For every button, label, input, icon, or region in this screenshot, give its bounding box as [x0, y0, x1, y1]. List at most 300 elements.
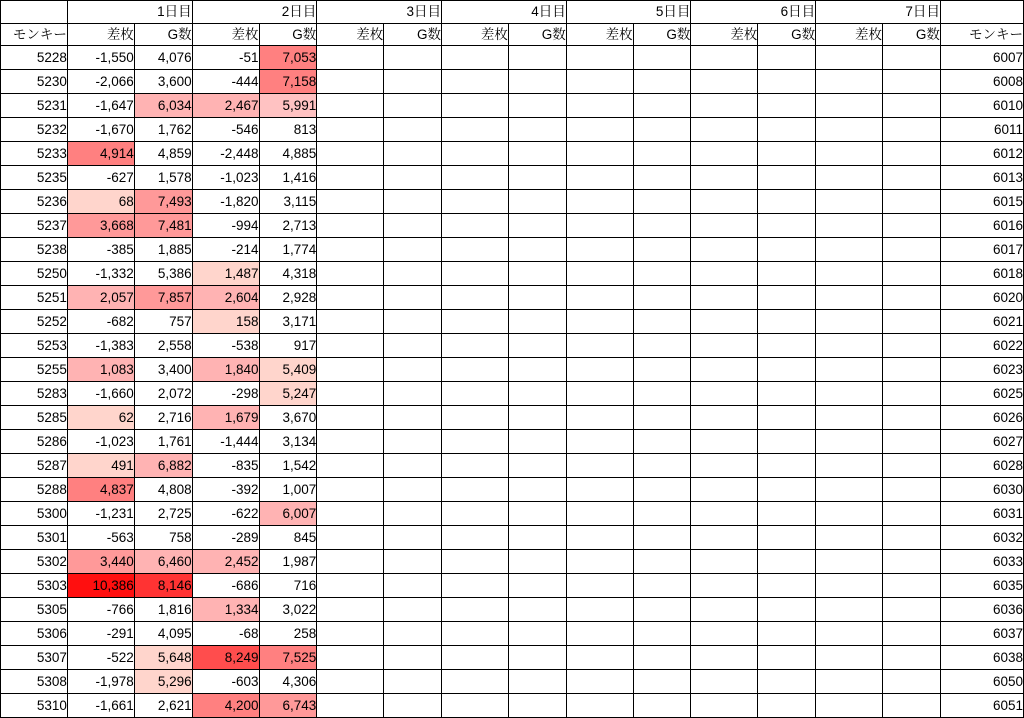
cell-empty: [691, 358, 758, 382]
cell-empty: [691, 334, 758, 358]
cell-empty: [691, 262, 758, 286]
cell-empty: [442, 238, 509, 262]
cell-empty: [633, 94, 691, 118]
cell-empty: [508, 286, 566, 310]
cell-empty: [566, 214, 633, 238]
cell-empty: [566, 118, 633, 142]
cell-empty: [691, 454, 758, 478]
cell-empty: [508, 334, 566, 358]
cell-games: 3,115: [259, 190, 317, 214]
cell-empty: [758, 94, 816, 118]
cell-empty: [816, 310, 883, 334]
cell-empty: [384, 94, 442, 118]
cell-diff: 3,440: [67, 550, 134, 574]
cell-empty: [442, 526, 509, 550]
cell-empty: [442, 142, 509, 166]
cell-empty: [633, 190, 691, 214]
cell-empty: [633, 694, 691, 718]
row-monkey-id-left: 5228: [1, 46, 68, 70]
cell-games: 2,713: [259, 214, 317, 238]
cell-empty: [883, 334, 941, 358]
table-row: [1, 190, 1024, 214]
cell-empty: [566, 478, 633, 502]
cell-empty: [508, 574, 566, 598]
cell-empty: [508, 70, 566, 94]
cell-games: 2,928: [259, 286, 317, 310]
header-games-7: G数: [883, 24, 941, 46]
cell-empty: [508, 502, 566, 526]
row-monkey-id-right: 6016: [940, 214, 1023, 238]
cell-empty: [442, 46, 509, 70]
cell-games: 7,158: [259, 70, 317, 94]
table-row: [1, 598, 1024, 622]
cell-empty: [758, 574, 816, 598]
cell-empty: [508, 550, 566, 574]
cell-games: 716: [259, 574, 317, 598]
cell-empty: [384, 670, 442, 694]
cell-empty: [883, 646, 941, 670]
cell-diff: 2,057: [67, 286, 134, 310]
cell-empty: [691, 70, 758, 94]
cell-empty: [816, 550, 883, 574]
cell-empty: [691, 550, 758, 574]
cell-empty: [758, 190, 816, 214]
table-row: [1, 358, 1024, 382]
cell-empty: [758, 142, 816, 166]
cell-empty: [442, 166, 509, 190]
cell-empty: [442, 70, 509, 94]
table-row: [1, 550, 1024, 574]
cell-games: 1,416: [259, 166, 317, 190]
cell-empty: [566, 310, 633, 334]
cell-diff: -392: [192, 478, 259, 502]
cell-empty: [508, 382, 566, 406]
cell-empty: [317, 382, 384, 406]
cell-empty: [691, 118, 758, 142]
cell-empty: [758, 166, 816, 190]
cell-empty: [317, 46, 384, 70]
cell-games: 2,621: [134, 694, 192, 718]
cell-empty: [691, 670, 758, 694]
cell-empty: [442, 622, 509, 646]
cell-empty: [633, 598, 691, 622]
cell-games: 1,762: [134, 118, 192, 142]
cell-games: 8,146: [134, 574, 192, 598]
cell-empty: [758, 46, 816, 70]
cell-empty: [816, 118, 883, 142]
cell-diff: -538: [192, 334, 259, 358]
row-monkey-id-left: 5308: [1, 670, 68, 694]
cell-empty: [508, 406, 566, 430]
cell-empty: [317, 118, 384, 142]
cell-empty: [384, 118, 442, 142]
cell-empty: [758, 646, 816, 670]
cell-empty: [508, 238, 566, 262]
cell-diff: -2,448: [192, 142, 259, 166]
cell-diff: -682: [67, 310, 134, 334]
cell-diff: -1,661: [67, 694, 134, 718]
cell-empty: [317, 550, 384, 574]
cell-empty: [816, 406, 883, 430]
cell-games: 5,409: [259, 358, 317, 382]
cell-games: 7,525: [259, 646, 317, 670]
cell-empty: [883, 214, 941, 238]
cell-empty: [816, 694, 883, 718]
cell-empty: [883, 406, 941, 430]
cell-empty: [508, 694, 566, 718]
cell-diff: 1,840: [192, 358, 259, 382]
row-monkey-id-right: 6023: [940, 358, 1023, 382]
cell-empty: [883, 382, 941, 406]
cell-empty: [883, 670, 941, 694]
cell-empty: [633, 478, 691, 502]
cell-games: 3,670: [259, 406, 317, 430]
cell-empty: [508, 214, 566, 238]
cell-games: 4,808: [134, 478, 192, 502]
cell-empty: [317, 238, 384, 262]
cell-empty: [317, 166, 384, 190]
cell-games: 1,816: [134, 598, 192, 622]
cell-diff: -603: [192, 670, 259, 694]
cell-empty: [442, 646, 509, 670]
cell-diff: -686: [192, 574, 259, 598]
row-monkey-id-left: 5287: [1, 454, 68, 478]
row-monkey-id-right: 6021: [940, 310, 1023, 334]
cell-empty: [566, 142, 633, 166]
cell-empty: [758, 286, 816, 310]
cell-games: 1,774: [259, 238, 317, 262]
cell-empty: [508, 598, 566, 622]
cell-empty: [508, 118, 566, 142]
cell-diff: 4,914: [67, 142, 134, 166]
header-games-4: G数: [508, 24, 566, 46]
cell-empty: [883, 574, 941, 598]
table-row: [1, 286, 1024, 310]
header-diff-3: 差枚: [317, 24, 384, 46]
header-games-6: G数: [758, 24, 816, 46]
table-row: [1, 622, 1024, 646]
cell-empty: [633, 118, 691, 142]
row-monkey-id-right: 6011: [940, 118, 1023, 142]
cell-empty: [317, 286, 384, 310]
cell-games: 3,400: [134, 358, 192, 382]
row-monkey-id-left: 5251: [1, 286, 68, 310]
cell-empty: [566, 430, 633, 454]
cell-empty: [883, 310, 941, 334]
table-row: [1, 454, 1024, 478]
cell-empty: [442, 94, 509, 118]
table-row: [1, 406, 1024, 430]
cell-empty: [883, 262, 941, 286]
cell-games: 757: [134, 310, 192, 334]
cell-diff: -1,660: [67, 382, 134, 406]
cell-diff: 158: [192, 310, 259, 334]
cell-diff: -444: [192, 70, 259, 94]
row-monkey-id-right: 6036: [940, 598, 1023, 622]
cell-diff: -298: [192, 382, 259, 406]
cell-empty: [633, 550, 691, 574]
cell-empty: [442, 454, 509, 478]
cell-empty: [442, 190, 509, 214]
header-day-6: 6日目: [691, 1, 816, 24]
row-monkey-id-right: 6051: [940, 694, 1023, 718]
table-row: [1, 670, 1024, 694]
row-monkey-id-left: 5237: [1, 214, 68, 238]
cell-empty: [633, 526, 691, 550]
cell-games: 758: [134, 526, 192, 550]
cell-empty: [758, 502, 816, 526]
cell-empty: [384, 262, 442, 286]
cell-empty: [758, 238, 816, 262]
cell-empty: [633, 214, 691, 238]
cell-diff: -1,647: [67, 94, 134, 118]
cell-empty: [566, 622, 633, 646]
cell-games: 2,725: [134, 502, 192, 526]
header-games-2: G数: [259, 24, 317, 46]
header-day-5: 5日目: [566, 1, 691, 24]
cell-empty: [758, 670, 816, 694]
cell-empty: [384, 358, 442, 382]
cell-empty: [816, 502, 883, 526]
cell-empty: [633, 382, 691, 406]
cell-games: 2,716: [134, 406, 192, 430]
cell-empty: [442, 406, 509, 430]
header-corner-top-left: [1, 1, 68, 24]
cell-empty: [508, 670, 566, 694]
cell-empty: [691, 166, 758, 190]
cell-diff: -994: [192, 214, 259, 238]
cell-diff: 1,487: [192, 262, 259, 286]
cell-empty: [883, 550, 941, 574]
cell-games: 2,558: [134, 334, 192, 358]
cell-games: 1,761: [134, 430, 192, 454]
cell-empty: [508, 94, 566, 118]
cell-empty: [691, 406, 758, 430]
cell-empty: [508, 454, 566, 478]
cell-empty: [758, 694, 816, 718]
cell-empty: [317, 478, 384, 502]
cell-empty: [758, 406, 816, 430]
cell-empty: [508, 166, 566, 190]
cell-empty: [816, 598, 883, 622]
row-monkey-id-left: 5305: [1, 598, 68, 622]
cell-diff: -1,023: [67, 430, 134, 454]
cell-empty: [758, 118, 816, 142]
cell-empty: [384, 190, 442, 214]
cell-games: 3,134: [259, 430, 317, 454]
cell-empty: [691, 526, 758, 550]
header-games-3: G数: [384, 24, 442, 46]
cell-empty: [384, 286, 442, 310]
cell-empty: [384, 646, 442, 670]
cell-empty: [691, 190, 758, 214]
row-monkey-id-left: 5238: [1, 238, 68, 262]
cell-empty: [442, 598, 509, 622]
cell-games: 7,493: [134, 190, 192, 214]
cell-games: 1,987: [259, 550, 317, 574]
cell-diff: -1,670: [67, 118, 134, 142]
cell-games: 917: [259, 334, 317, 358]
cell-games: 4,076: [134, 46, 192, 70]
cell-games: 3,022: [259, 598, 317, 622]
cell-empty: [566, 46, 633, 70]
cell-diff: -1,978: [67, 670, 134, 694]
cell-empty: [384, 406, 442, 430]
row-monkey-id-left: 5306: [1, 622, 68, 646]
cell-empty: [384, 382, 442, 406]
cell-empty: [633, 502, 691, 526]
cell-empty: [442, 670, 509, 694]
row-monkey-id-right: 6038: [940, 646, 1023, 670]
cell-diff: 491: [67, 454, 134, 478]
header-row-days: [1, 1, 1024, 24]
cell-empty: [633, 142, 691, 166]
cell-empty: [691, 598, 758, 622]
cell-empty: [442, 358, 509, 382]
cell-games: 813: [259, 118, 317, 142]
cell-games: 3,171: [259, 310, 317, 334]
cell-empty: [508, 622, 566, 646]
row-monkey-id-left: 5300: [1, 502, 68, 526]
cell-empty: [508, 142, 566, 166]
cell-diff: -546: [192, 118, 259, 142]
cell-empty: [691, 478, 758, 502]
table-row: [1, 214, 1024, 238]
table-row: [1, 310, 1024, 334]
cell-empty: [758, 70, 816, 94]
cell-games: 6,034: [134, 94, 192, 118]
cell-empty: [883, 286, 941, 310]
cell-empty: [633, 334, 691, 358]
cell-empty: [883, 142, 941, 166]
cell-empty: [508, 46, 566, 70]
row-monkey-id-right: 6007: [940, 46, 1023, 70]
header-day-3: 3日目: [317, 1, 442, 24]
cell-empty: [633, 622, 691, 646]
cell-diff: 4,837: [67, 478, 134, 502]
cell-empty: [883, 622, 941, 646]
cell-empty: [566, 190, 633, 214]
cell-empty: [758, 262, 816, 286]
table-row: [1, 478, 1024, 502]
cell-empty: [566, 358, 633, 382]
cell-empty: [816, 574, 883, 598]
cell-empty: [633, 406, 691, 430]
row-monkey-id-left: 5233: [1, 142, 68, 166]
table-header: [1, 1, 1024, 46]
cell-games: 7,053: [259, 46, 317, 70]
table-row: [1, 70, 1024, 94]
cell-empty: [691, 142, 758, 166]
cell-empty: [566, 406, 633, 430]
cell-diff: -51: [192, 46, 259, 70]
table-row: [1, 142, 1024, 166]
cell-empty: [317, 310, 384, 334]
cell-empty: [758, 214, 816, 238]
cell-diff: 1,083: [67, 358, 134, 382]
cell-empty: [566, 694, 633, 718]
cell-empty: [508, 190, 566, 214]
header-diff-2: 差枚: [192, 24, 259, 46]
cell-empty: [317, 358, 384, 382]
cell-empty: [633, 646, 691, 670]
cell-empty: [317, 526, 384, 550]
cell-diff: 1,679: [192, 406, 259, 430]
cell-empty: [566, 334, 633, 358]
cell-empty: [566, 262, 633, 286]
cell-empty: [758, 334, 816, 358]
cell-empty: [883, 478, 941, 502]
cell-empty: [442, 502, 509, 526]
header-monkey-left: モンキー: [1, 24, 68, 46]
cell-empty: [883, 118, 941, 142]
cell-empty: [442, 286, 509, 310]
cell-empty: [633, 358, 691, 382]
row-monkey-id-right: 6028: [940, 454, 1023, 478]
cell-empty: [691, 694, 758, 718]
cell-empty: [442, 430, 509, 454]
table-row: [1, 526, 1024, 550]
cell-empty: [384, 310, 442, 334]
cell-empty: [317, 694, 384, 718]
cell-games: 4,885: [259, 142, 317, 166]
row-monkey-id-left: 5303: [1, 574, 68, 598]
cell-diff: -1,023: [192, 166, 259, 190]
cell-empty: [883, 598, 941, 622]
row-monkey-id-right: 6018: [940, 262, 1023, 286]
cell-empty: [691, 286, 758, 310]
cell-empty: [384, 574, 442, 598]
cell-empty: [566, 382, 633, 406]
row-monkey-id-right: 6008: [940, 70, 1023, 94]
row-monkey-id-right: 6020: [940, 286, 1023, 310]
cell-empty: [633, 574, 691, 598]
header-day-1: 1日目: [67, 1, 192, 24]
cell-empty: [317, 142, 384, 166]
cell-empty: [633, 166, 691, 190]
cell-games: 1,542: [259, 454, 317, 478]
cell-empty: [633, 430, 691, 454]
table-row: [1, 46, 1024, 70]
row-monkey-id-right: 6037: [940, 622, 1023, 646]
row-monkey-id-left: 5285: [1, 406, 68, 430]
cell-empty: [691, 574, 758, 598]
cell-empty: [384, 694, 442, 718]
table-row: [1, 574, 1024, 598]
row-monkey-id-right: 6017: [940, 238, 1023, 262]
cell-empty: [691, 238, 758, 262]
cell-empty: [384, 454, 442, 478]
cell-diff: -68: [192, 622, 259, 646]
cell-empty: [442, 478, 509, 502]
cell-empty: [317, 70, 384, 94]
header-diff-6: 差枚: [691, 24, 758, 46]
cell-empty: [317, 406, 384, 430]
cell-empty: [384, 46, 442, 70]
header-diff-4: 差枚: [442, 24, 509, 46]
cell-games: 4,306: [259, 670, 317, 694]
cell-empty: [384, 142, 442, 166]
cell-empty: [317, 190, 384, 214]
cell-empty: [566, 574, 633, 598]
table-row: [1, 94, 1024, 118]
cell-games: 3,600: [134, 70, 192, 94]
header-games-5: G数: [633, 24, 691, 46]
cell-empty: [566, 598, 633, 622]
cell-empty: [758, 550, 816, 574]
cell-games: 6,743: [259, 694, 317, 718]
cell-empty: [758, 598, 816, 622]
